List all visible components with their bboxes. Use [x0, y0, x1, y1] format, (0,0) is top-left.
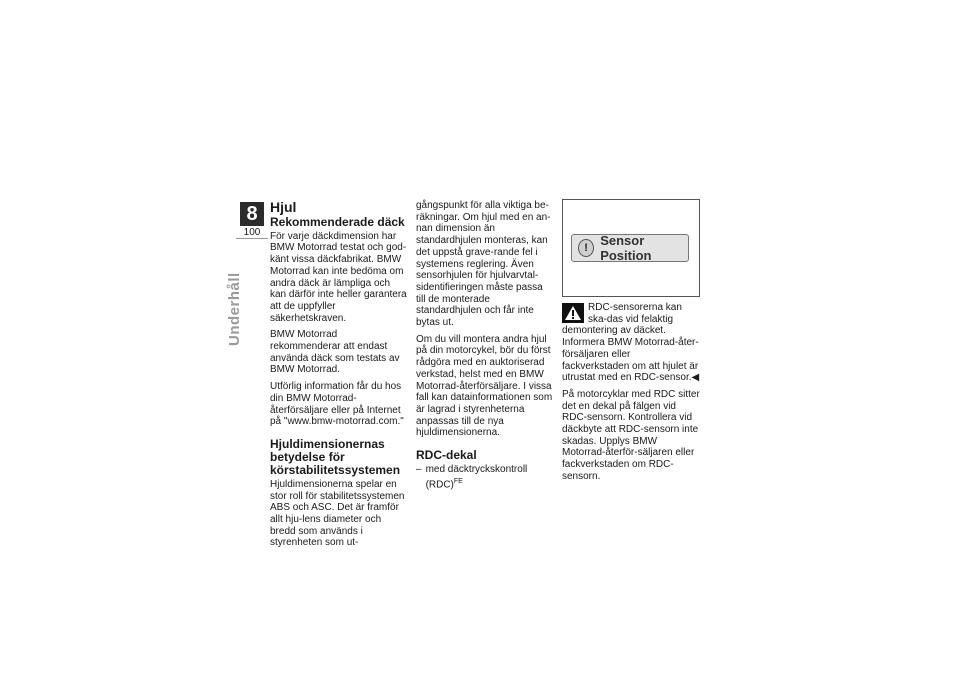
warning-triangle-icon — [562, 303, 584, 323]
paragraph: Hjuldimensionerna spelar en stor roll för stabilitetssystemen ABS och ASC. Det är framför allt hju-lens diameter och bredd som används i styrenheten som ut- — [270, 478, 405, 549]
paragraph: BMW Motorrad rekommenderar att endast använda däck som testats av BMW Motorrad. — [270, 329, 400, 376]
equipment-superscript: FE — [453, 477, 463, 485]
paragraph: Utförlig information får du hos din BMW Motorrad-återförsäljare eller på Internet på "www.bmw-motorrad.com." — [270, 381, 404, 428]
heading-recommended-tires: Rekommenderade däck — [270, 214, 405, 229]
paragraph: På motorcyklar med RDC sitter det en dekal på fälgen vid RDC-sensorn. Kontrollera vid däckbyte att RDC-sensorn inte skadas. Upplys BMW Motorrad-återför-säljaren eller fackverkstaden om RDC-sensorn. — [562, 388, 700, 482]
heading-rdc-label: RDC-dekal — [416, 448, 477, 463]
chapter-number: 8 — [240, 202, 264, 226]
paragraph: gångspunkt för alla viktiga be-räkningar. Om hjul med en an-nan dimension än standardhjulen monteras, kan det uppstå grave-rande fel i systemens reglering. Även sensorhjulen för hjulvarvtal-sidentifieringen måste passa till de monterade standardhjulen och får inte bytas ut. — [416, 200, 551, 329]
display-text: Sensor Position — [600, 233, 652, 263]
warning-circle-icon: ! — [578, 239, 594, 257]
rdc-display-illustration — [562, 199, 700, 297]
heading-wheel-dimensions: Hjuldimensionernas betydelse för körstabilitetssystemen — [270, 436, 401, 477]
list-item-text: med däcktryckskontroll (RDC) — [425, 464, 528, 491]
column-2 — [416, 200, 554, 491]
page-number: 100 — [236, 227, 268, 239]
dash-marker: – — [416, 464, 422, 476]
list-item — [416, 464, 554, 491]
column-3 — [562, 302, 700, 488]
warning-note — [562, 302, 700, 337]
paragraph: Informera BMW Motorrad-åter-försäljaren eller fackverkstaden om att hjulet är utrustat med en RDC-sensor.◀ — [562, 337, 700, 384]
paragraph: För varje däckdimension har BMW Motorrad testat och god-känt vissa däckfabrikat. BMW Motorrad kan inte bedöma om andra däck är lämpliga och kan därför inte heller garantera att de uppfyller säkerhetskraven. — [270, 230, 407, 324]
column-1 — [270, 199, 408, 554]
paragraph: Om du vill montera andra hjul på din motorcykel, bör du först rådgöra med en auktoriserad verkstad, helst med en BMW Motorrad-återförsäljare. I vissa fall kan datainformationen som är lagrad i styrenheterna anpassas till de nya hjuldimensionerna. — [416, 333, 553, 439]
section-title: Hjul — [270, 199, 297, 215]
warning-text: RDC-sensorerna kan ska-das vid felaktig demontering av däcket. — [562, 302, 682, 337]
section-side-label: Underhåll — [226, 272, 243, 346]
display-panel — [571, 234, 689, 262]
